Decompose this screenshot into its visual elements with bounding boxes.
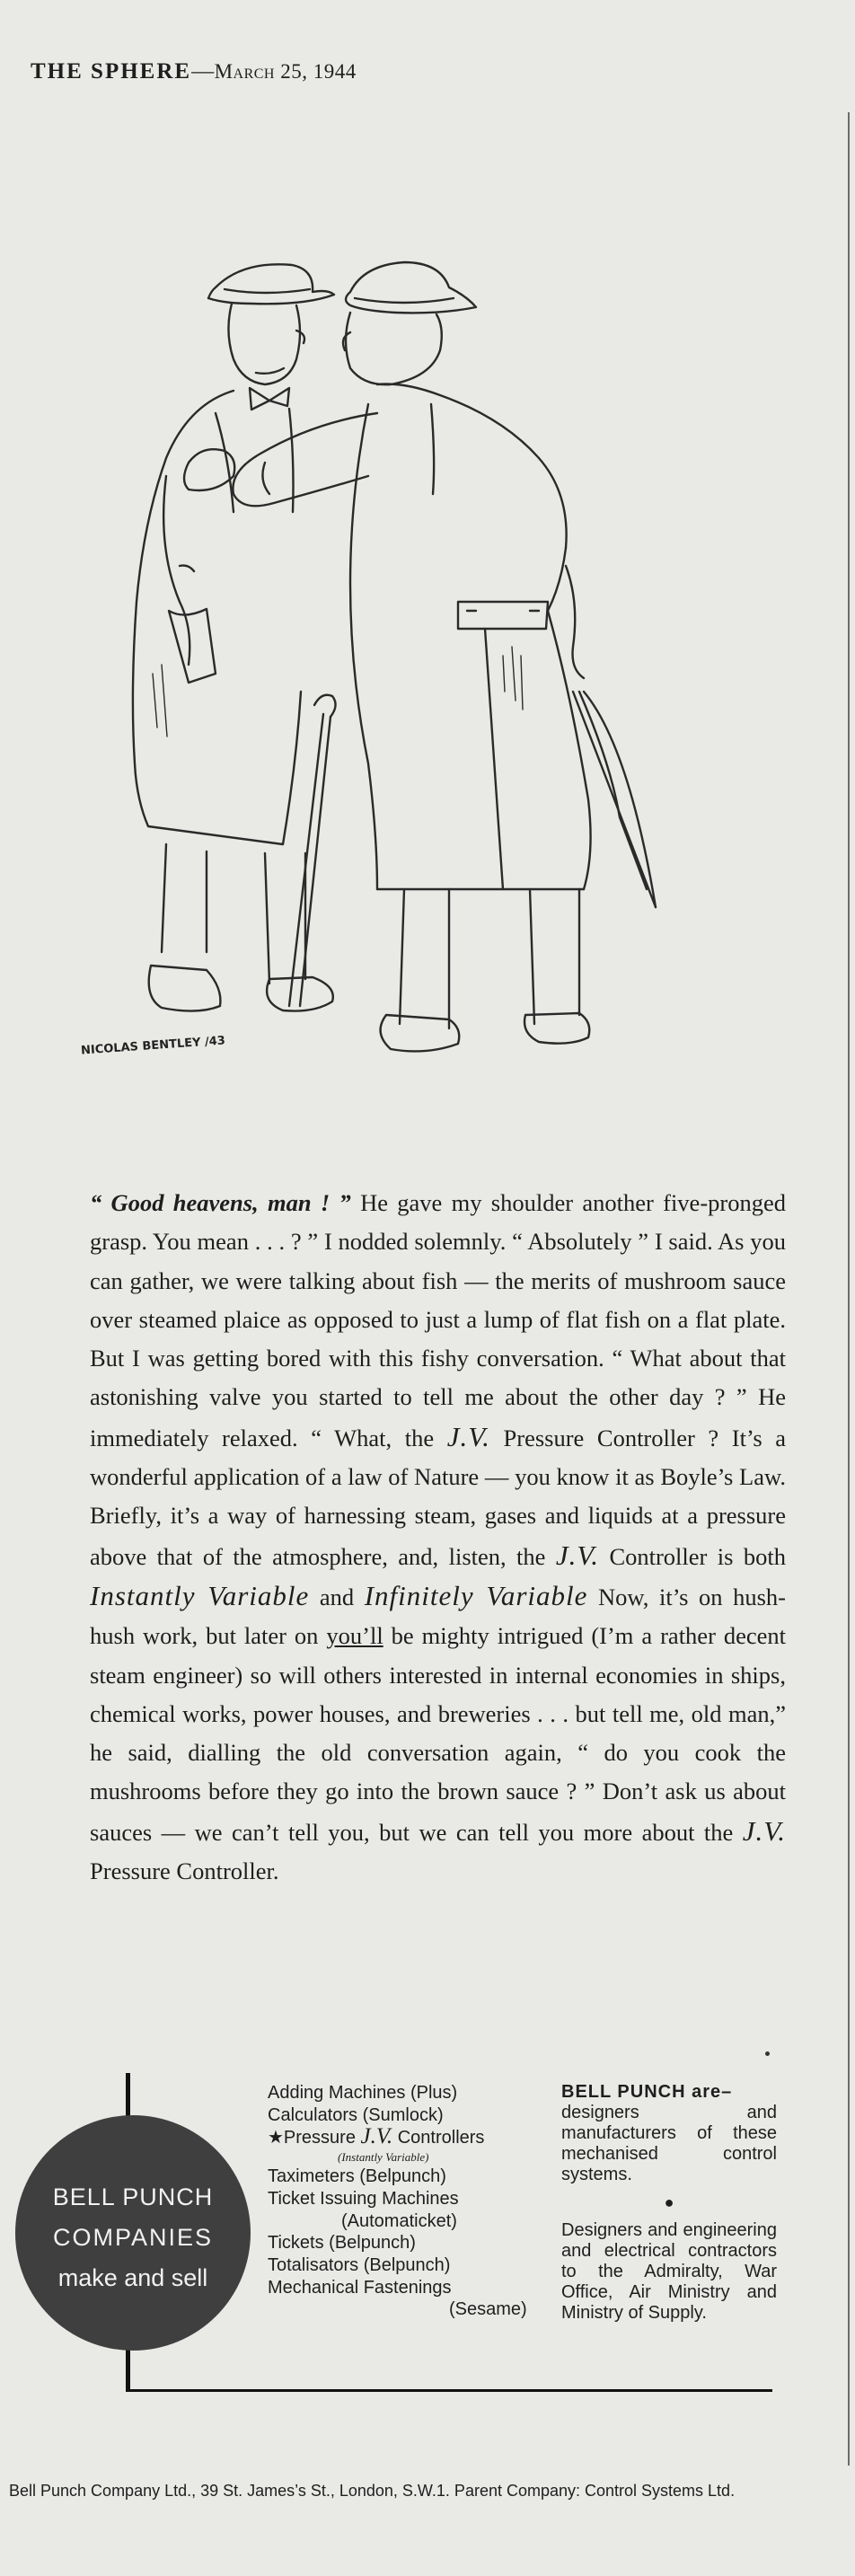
bell-punch-para-1: designers and manufacturers of these mechanised control systems. bbox=[561, 2103, 777, 2184]
bullet-dot: ● bbox=[664, 2193, 674, 2211]
product-fastenings: Mechanical Fastenings bbox=[268, 2277, 452, 2298]
masthead-separator: — bbox=[191, 59, 215, 84]
pressure-subtitle: (Instantly Variable) bbox=[338, 2150, 429, 2165]
copy-part-3: Controller is both bbox=[599, 1542, 786, 1570]
copy-and: and bbox=[309, 1583, 365, 1610]
pressure-prefix: ★Pressure bbox=[268, 2128, 361, 2148]
product-totalisators: Totalisators (Belpunch) bbox=[268, 2254, 451, 2275]
bell-punch-description bbox=[561, 2082, 777, 2324]
product-adding-machines: Adding Machines (Plus) bbox=[268, 2083, 458, 2103]
copy-part-1: He gave my shoulder another five-pronged grasp. You mean . . . ? ” I nodded solemnly. “ Absolutely ” I said. As you can gather, we were talking about fish — the merits of mushroom sauce over steamed plaice as opposed to just a lump of flat fish on a flat plate. But I was getting bored with this fishy conversation. “ What about that astonishing valve you started to tell me about the other day ? ” He immediately relaxed. “ What, the bbox=[90, 1189, 786, 1451]
two-gentlemen-illustration bbox=[81, 225, 727, 1132]
copy-part-2: Pressure Controller ? It’s a wonderful application of a law of Nature — you know it as Boyle’s Law. Briefly, it’s a way of harnessing steam, gases and liquids at a pressure above that of the atmosphere, and, listen, the bbox=[90, 1424, 786, 1570]
artist-signature: NICOLAS BENTLEY /43 bbox=[80, 1034, 226, 1058]
publication-name: THE SPHERE bbox=[31, 59, 192, 84]
copy-part-4: Now, it’s on hush-hush work, but later on bbox=[90, 1583, 786, 1650]
pressure-suffix: Controllers bbox=[392, 2128, 485, 2148]
copy-part-6: Pressure Controller. bbox=[90, 1857, 279, 1885]
bell-punch-heading: BELL PUNCH are– bbox=[561, 2082, 733, 2102]
disc-line-companies: COMPANIES bbox=[52, 2224, 214, 2251]
underlined-youll: you’ll bbox=[326, 1622, 383, 1650]
ad-corner-dot bbox=[765, 2051, 770, 2056]
pressure-iv-script: J.V. bbox=[360, 2124, 393, 2149]
copy-part-5: be mighty intrigued (I’m a rather decent steam engineer) so will others interested in internal economies in ships, chemical works, power houses, and breweries . . . but tell me, old man,” he said, dialling the old conversation again, “ do you cook the mushrooms before they go into the brown sauce ? ” Don’t ask us about sauces — we can’t tell you, but we can tell you more about the bbox=[90, 1622, 787, 1846]
company-footer: Bell Punch Company Ltd., 39 St. James’s St., London, S.W.1. Parent Company: Control Systems Ltd. bbox=[9, 2482, 736, 2500]
advertisement-copy bbox=[90, 1184, 786, 1891]
issue-date: March 25, 1944 bbox=[214, 60, 357, 83]
product-taximeters: Taximeters (Belpunch) bbox=[268, 2166, 446, 2187]
opening-quote: “ Good heavens, man ! ” bbox=[90, 1189, 351, 1216]
product-list bbox=[268, 2082, 537, 2321]
product-ticket-brand: (Automaticket) bbox=[341, 2210, 457, 2231]
bell-punch-para-2: Designers and engineering and electrical contractors to the Admiralty, War Office, Air Ministry and Ministry of Supply. bbox=[561, 2220, 777, 2323]
disc-line-make-and-sell: make and sell bbox=[57, 2264, 208, 2291]
product-pressure-controllers bbox=[268, 2126, 537, 2149]
product-calculators: Calculators (Sumlock) bbox=[268, 2104, 444, 2125]
product-ticket-machines: Ticket Issuing Machines bbox=[268, 2188, 459, 2209]
product-fastenings-brand: (Sesame) bbox=[449, 2299, 527, 2320]
iv-script-1: J.V. bbox=[446, 1420, 490, 1452]
disc-line-bell-punch: BELL PUNCH bbox=[52, 2183, 214, 2210]
iv-script-3: J.V. bbox=[742, 1814, 786, 1847]
infinitely-variable-script: Infinitely Variable bbox=[364, 1579, 588, 1611]
product-tickets: Tickets (Belpunch) bbox=[268, 2233, 416, 2254]
ad-horizontal-rule bbox=[126, 2389, 772, 2392]
page-edge-rule bbox=[848, 112, 850, 2466]
instantly-variable-script: Instantly Variable bbox=[90, 1579, 310, 1611]
bell-punch-disc-logo bbox=[15, 2115, 251, 2351]
masthead bbox=[31, 59, 357, 84]
iv-script-2: J.V. bbox=[555, 1539, 600, 1571]
